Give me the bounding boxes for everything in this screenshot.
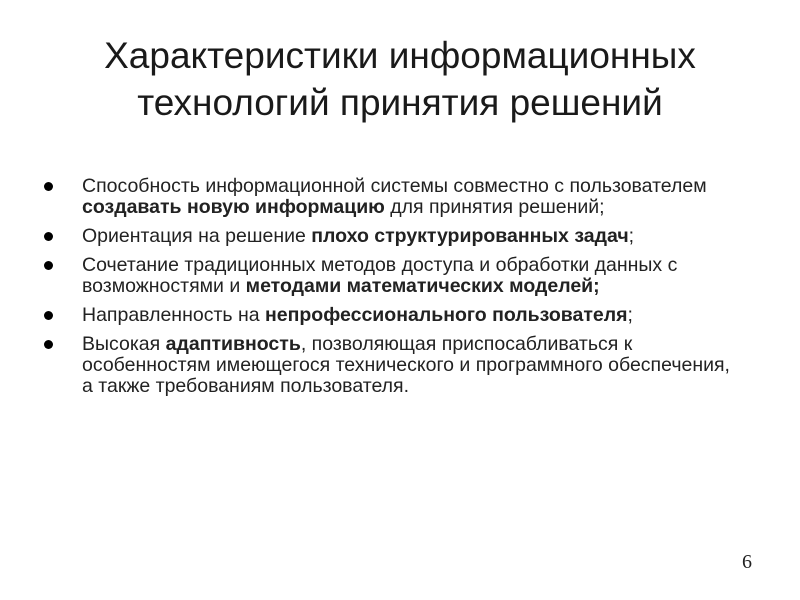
bullet-dot-icon (44, 311, 53, 320)
page-number: 6 (742, 551, 752, 573)
bullet-text-segment: Ориентация на решение (82, 225, 312, 247)
bullet-text-segment: для принятия решений; (384, 196, 605, 218)
bullet-item-2 (44, 226, 744, 247)
bullet-item-5 (44, 334, 744, 397)
bullet-text-segment: Высокая (82, 333, 166, 355)
bullet-text-segment: Сочетание традиционных методов доступа и обработки данных с возможностями и (82, 254, 678, 297)
bullet-dot-icon (44, 261, 53, 270)
bullet-dot-icon (44, 340, 53, 349)
bullet-text-segment: Направленность на (82, 304, 265, 326)
bullet-text-segment: Способность информационной системы совместно с пользователем (82, 175, 707, 197)
bullet-dot-icon (44, 232, 53, 241)
bullet-text-bold-segment: методами математических моделей; (245, 275, 600, 297)
slide-title-line-1: Характеристики информационных (104, 35, 696, 76)
bullet-item-3 (44, 255, 744, 297)
bullet-text-segment: ; (628, 225, 635, 247)
bullet-dot-icon (44, 182, 53, 191)
slide-title-line-2: технологий принятия решений (137, 82, 663, 123)
bullet-item-4 (44, 305, 744, 326)
bullet-text-segment: ; (627, 304, 633, 326)
slide-title (40, 32, 760, 126)
bullet-text-bold-segment: непрофессионального пользователя (264, 304, 628, 326)
bullet-text-bold-segment: создавать новую информацию (82, 196, 385, 218)
bullet-list (44, 176, 744, 405)
bullet-item-1 (44, 176, 744, 218)
bullet-text-bold-segment: адаптивность (165, 333, 301, 355)
bullet-text-bold-segment: плохо структурированных задач (311, 225, 629, 247)
bullet-text-segment: , позволяющая приспосабливаться к особенностям имеющегося технического и программного обеспечения, а также требованиям пользователя. (82, 333, 730, 397)
